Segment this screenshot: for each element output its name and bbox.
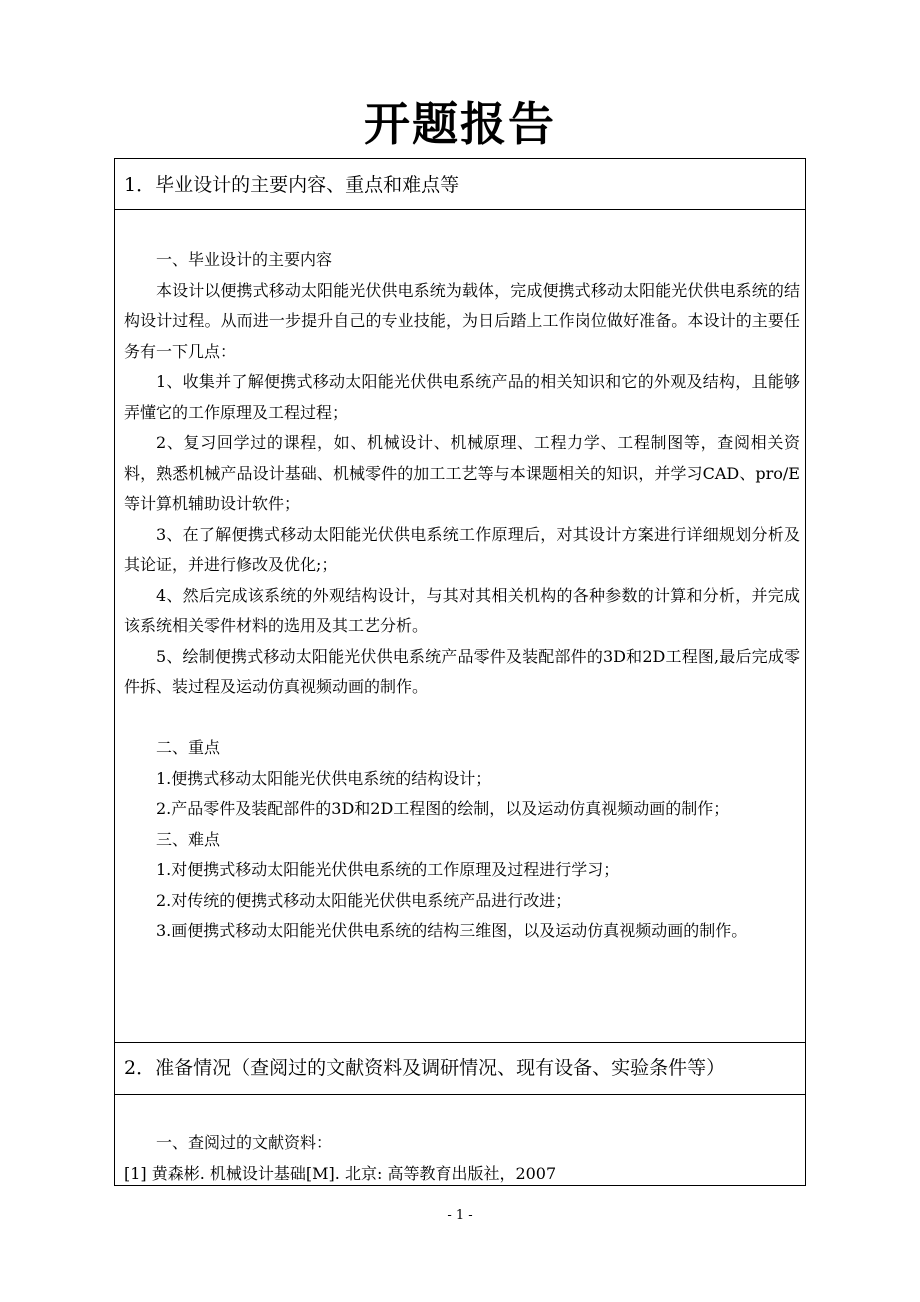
section2-body xyxy=(124,1128,800,1189)
task-item: 3、在了解便携式移动太阳能光伏供电系统工作原理后，对其设计方案进行详细规划分析及其论证，并进行修改及优化;； xyxy=(124,524,800,574)
page-number: - 1 - xyxy=(447,1208,473,1223)
difficulty-item: 3.画便携式移动太阳能光伏供电系统的结构三维图，以及运动仿真视频动画的制作。 xyxy=(156,921,748,940)
subheading-key-points: 二、重点 xyxy=(156,738,221,757)
section1-body xyxy=(124,245,800,947)
subheading-difficulties: 三、难点 xyxy=(156,829,221,849)
divider-line xyxy=(114,1094,806,1095)
reference-item: [1] 黄森彬. 机械设计基础[M]. 北京: 高等教育出版社，2007 xyxy=(124,1163,557,1183)
task-item: 2、复习回学过的课程，如、机械设计、机械原理、工程力学、工程制图等，查阅相关资料，熟悉机械产品设计基础、机械零件的加工工艺等与本课题相关的知识，并学习CAD、pro/E等计算机辅助设计软件； xyxy=(124,433,800,513)
subheading-main-content: 一、毕业设计的主要内容 xyxy=(156,250,333,269)
task-item: 1、收集并了解便携式移动太阳能光伏供电系统产品的相关知识和它的外观及结构，且能够弄懂它的工作原理及工程过程； xyxy=(124,372,800,422)
difficulty-item: 2.对传统的便携式移动太阳能光伏供电系统产品进行改进； xyxy=(156,890,572,910)
key-point-item: 2.产品零件及装配部件的3D和2D工程图的绘制，以及运动仿真视频动画的制作； xyxy=(156,799,730,818)
section2-heading: 2．准备情况（查阅过的文献资料及调研情况、现有设备、实验条件等） xyxy=(124,1057,726,1079)
difficulty-item: 1.对便携式移动太阳能光伏供电系统的工作原理及过程进行学习； xyxy=(156,860,620,879)
task-item: 5、绘制便携式移动太阳能光伏供电系统产品零件及装配部件的3D和2D工程图,最后完成零件拆、装过程及运动仿真视频动画的制作。 xyxy=(124,646,800,696)
task-item: 4、然后完成该系统的外观结构设计，与其对其相关机构的各种参数的计算和分析，并完成该系统相关零件材料的选用及其工艺分析。 xyxy=(124,585,800,635)
page-title: 开题报告 xyxy=(364,97,556,151)
key-point-item: 1.便携式移动太阳能光伏供电系统的结构设计； xyxy=(156,768,492,788)
blank-line xyxy=(124,703,800,734)
section1-heading: 1．毕业设计的主要内容、重点和难点等 xyxy=(124,174,460,196)
body-paragraph: 本设计以便携式移动太阳能光伏供电系统为载体，完成便携式移动太阳能光伏供电系统的结构设计过程。从而进一步提升自己的专业技能，为日后踏上工作岗位做好准备。本设计的主要任务有一下几点： xyxy=(124,280,800,361)
subheading-references: 一、查阅过的文献资料： xyxy=(156,1133,333,1152)
